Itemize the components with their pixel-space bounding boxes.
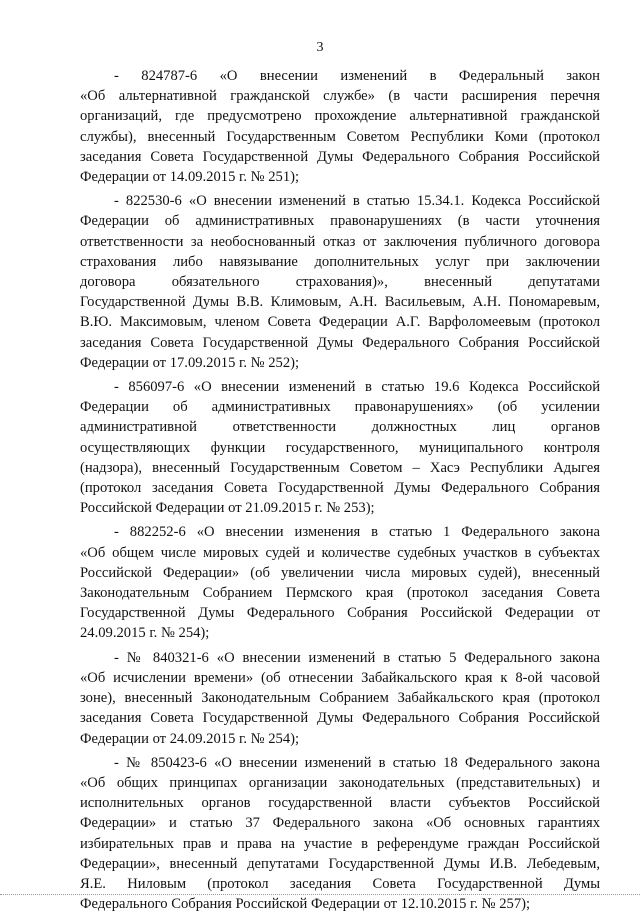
text-line: Я.Е. Ниловым (протокол заседания Совета Государственной Думы bbox=[80, 875, 600, 892]
text-line: Федерации об административных правонарушениях» (об усилении bbox=[80, 399, 600, 416]
text-line: организаций, где предусмотрено прохождение альтернативной гражданской bbox=[80, 108, 600, 125]
text-line: избирательных прав и права на участие в референдуме граждан Российской bbox=[80, 835, 600, 852]
text-line: «Об общем числе мировых судей и количестве судебных участков в субъектах bbox=[80, 544, 600, 561]
bill-paragraph-824787 bbox=[80, 66, 600, 187]
text-line: заседания Совета Государственной Думы Федерального Собрания Российской bbox=[80, 148, 600, 165]
text-line: страхования либо навязывание дополнительных услуг при заключении bbox=[80, 253, 600, 270]
text-line: Федерации от 14.09.2015 г. № 251); bbox=[80, 169, 300, 186]
text-line: Федерации от 24.09.2015 г. № 254); bbox=[80, 730, 300, 747]
text-line: - 856097-6 «О внесении изменений в статью 19.6 Кодекса Российской bbox=[114, 379, 600, 396]
page-bottom-divider bbox=[0, 894, 640, 895]
text-line: заседания Совета Государственной Думы Федерального Собрания Российской bbox=[80, 334, 600, 351]
bill-paragraph-840321 bbox=[80, 648, 600, 749]
text-line: - № 850423-6 «О внесении изменений в статью 18 Федерального закона bbox=[114, 754, 600, 771]
text-line: (надзора), внесенный Государственным Советом – Хасэ Республики Адыгея bbox=[80, 459, 600, 476]
text-line: Федерации об административных правонарушениях (в части уточнения bbox=[80, 213, 600, 230]
text-line: зоне), внесенный Законодательным Собранием Забайкальского края (протокол bbox=[80, 690, 600, 707]
text-line: В.Ю. Максимовым, членом Совета Федерации А.Г. Варфоломеевым (протокол bbox=[80, 314, 600, 331]
text-line: осуществляющих функции государственного, муниципального контроля bbox=[80, 439, 600, 456]
text-line: - № 840321-6 «О внесении изменений в статью 5 Федерального закона bbox=[114, 649, 600, 666]
bill-paragraph-822530 bbox=[80, 191, 600, 373]
text-line: заседания Совета Государственной Думы Федерального Собрания Российской bbox=[80, 710, 600, 727]
text-line: ответственности за необоснованный отказ от заключения публичного договора bbox=[80, 233, 600, 250]
text-line: - 882252-6 «О внесении изменения в статью 1 Федерального закона bbox=[114, 524, 600, 541]
text-line: Федерации от 17.09.2015 г. № 252); bbox=[80, 354, 300, 371]
text-line: Законодательным Собранием Пермского края (протокол заседания Совета bbox=[80, 585, 600, 602]
text-line: Федерального Собрания Российской Федерации от 12.10.2015 г. № 257); bbox=[80, 896, 531, 913]
text-line: «Об исчислении времени» (об отнесении Забайкальского края к 8-ой часовой bbox=[80, 669, 600, 686]
text-line: «Об альтернативной гражданской службе» (в части расширения перечня bbox=[80, 88, 600, 105]
text-line: 24.09.2015 г. № 254); bbox=[80, 625, 210, 642]
text-line: исполнительных органов государственной власти субъектов Российской bbox=[80, 795, 600, 812]
text-line: Российской Федерации от 21.09.2015 г. № 253); bbox=[80, 500, 375, 517]
text-line: Государственной Думы В.В. Климовым, А.Н. Васильевым, А.Н. Пономаревым, bbox=[80, 294, 600, 311]
text-line: «Об общих принципах организации законодательных (представительных) и bbox=[80, 774, 600, 791]
bill-paragraph-850423 bbox=[80, 753, 600, 915]
document-body bbox=[80, 66, 600, 918]
text-line: Государственной Думы Федерального Собрания Российской Федерации от bbox=[80, 605, 600, 622]
text-line: - 824787-6 «О внесении изменений в Федеральный закон bbox=[114, 68, 600, 84]
text-line: (протокол заседания Совета Государственной Думы Федерального Собрания bbox=[80, 480, 600, 497]
bill-paragraph-856097 bbox=[80, 377, 600, 518]
text-line: Российской Федерации» (об увеличении числа мировых судей), внесенный bbox=[80, 564, 600, 581]
text-line: Федерации» и статью 37 Федерального закона «Об основных гарантиях bbox=[80, 815, 600, 832]
text-line: - 822530-6 «О внесении изменений в статью 15.34.1. Кодекса Российской bbox=[114, 193, 600, 210]
bill-paragraph-882252 bbox=[80, 522, 600, 643]
text-line: административной ответственности должностных лиц органов bbox=[80, 419, 600, 436]
text-line: Федерации», внесенный депутатами Государственной Думы И.В. Лебедевым, bbox=[80, 855, 600, 872]
text-line: договора обязательного страхования)», внесенный депутатами bbox=[80, 274, 600, 291]
page-number: 3 bbox=[316, 40, 324, 55]
text-line: службы), внесенный Государственным Советом Республики Коми (протокол bbox=[80, 128, 600, 145]
